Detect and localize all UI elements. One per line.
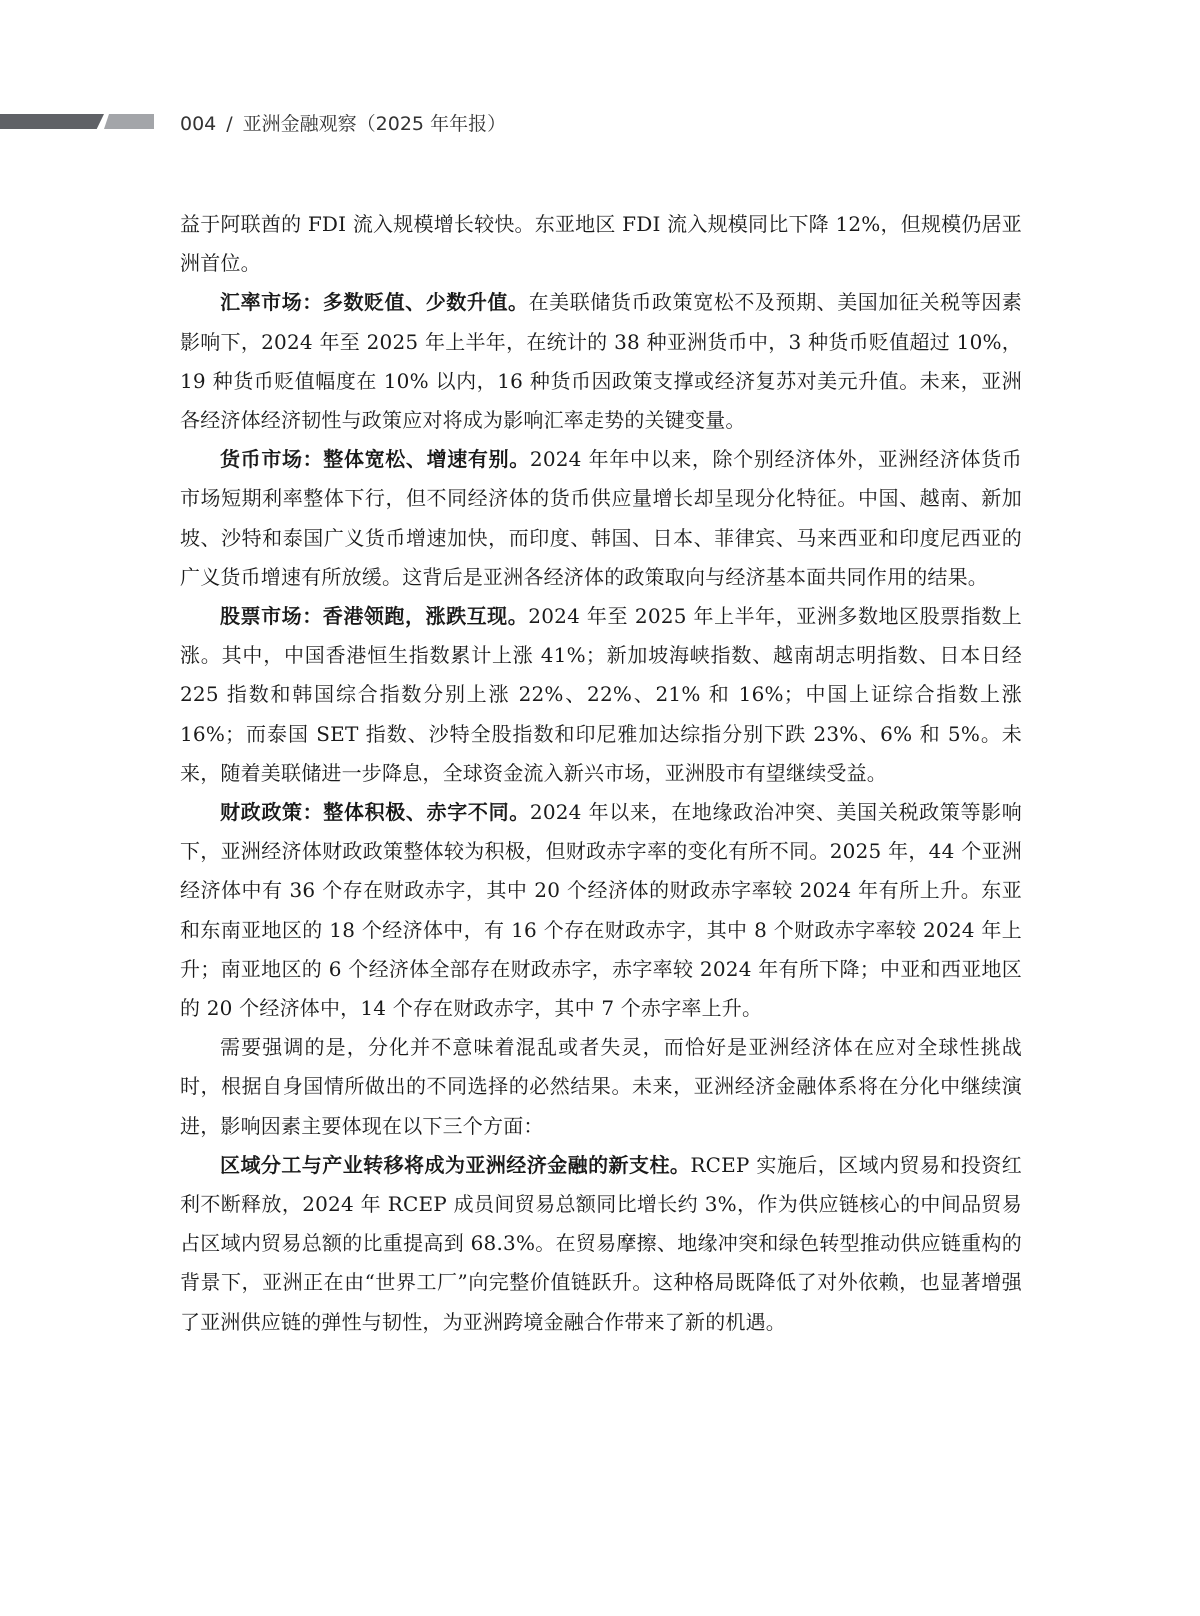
paragraph-2 — [180, 283, 1022, 440]
header-bar-dark — [0, 114, 104, 129]
body-text — [180, 205, 1022, 1342]
paragraph-lead: 区域分工与产业转移将成为亚洲经济金融的新支柱。 — [220, 1152, 691, 1177]
paragraph-text: RCEP 实施后，区域内贸易和投资红利不断释放，2024 年 RCEP 成员间贸易总额同比增长约 3%，作为供应链核心的中间品贸易占区域内贸易总额的比重提高到 68.3%。在贸易摩擦、地缘冲突和绿色转型推动供应链重构的背景下，亚洲正在由“世界工厂”向完整价值链跃升。这种格局既降低了对外依赖，也显著增强了亚洲供应链的弹性与韧性，为亚洲跨境金融合作带来了新的机遇。 — [180, 1152, 1022, 1334]
page-header — [0, 104, 1200, 144]
paragraph-text: 2024 年以来，在地缘政治冲突、美国关税政策等影响下，亚洲经济体财政政策整体较为积极，但财政赤字率的变化有所不同。2025 年，44 个亚洲经济体中有 36 个存在财政赤字，其中 20 个经济体的财政赤字率较 2024 年有所上升。东亚和东南亚地区的 18 个经济体中，有 16 个存在财政赤字，其中 8 个财政赤字率较 2024 年上升；南亚地区的 6 个经济体全部存在财政赤字，赤字率较 2024 年有所下降；中亚和西亚地区的 20 个经济体中，14 个存在财政赤字，其中 7 个赤字率上升。 — [180, 800, 1022, 1021]
paragraph-6 — [180, 1028, 1022, 1146]
paragraph-text: 需要强调的是，分化并不意味着混乱或者失灵，而恰好是亚洲经济体在应对全球性挑战时，根据自身国情所做出的不同选择的必然结果。未来，亚洲经济金融体系将在分化中继续演进，影响因素主要体现在以下三个方面： — [180, 1035, 1022, 1138]
page-number: 004 — [180, 113, 217, 135]
paragraph-7 — [180, 1146, 1022, 1342]
book-title: 亚洲金融观察（2025 年年报） — [242, 113, 507, 135]
paragraph-text: 2024 年至 2025 年上半年，亚洲多数地区股票指数上涨。其中，中国香港恒生指数累计上涨 41%；新加坡海峡指数、越南胡志明指数、日本日经 225 指数和韩国综合指数分别上涨 22%、22%、21% 和 16%；中国上证综合指数上涨 16%；而泰国 SET 指数、沙特全股指数和印尼雅加达综指分别下跌 23%、6% 和 5%。未来，随着美联储进一步降息，全球资金流入新兴市场，亚洲股市有望继续受益。 — [180, 604, 1023, 785]
running-head — [180, 104, 506, 144]
paragraph-4 — [180, 597, 1022, 793]
paragraph-text: 在美联储货币政策宽松不及预期、美国加征关税等因素影响下，2024 年至 2025 年上半年，在统计的 38 种亚洲货币中，3 种货币贬值超过 10%，19 种货币贬值幅度在 10% 以内，16 种货币因政策支撑或经济复苏对美元升值。未来，亚洲各经济体经济韧性与政策应对将成为影响汇率走势的关键变量。 — [180, 290, 1022, 433]
paragraph-lead: 股票市场：香港领跑，涨跌互现。 — [220, 604, 529, 629]
paragraph-text: 益于阿联酋的 FDI 流入规模增长较快。东亚地区 FDI 流入规模同比下降 12%，但规模仍居亚洲首位。 — [180, 212, 1022, 276]
paragraph-text: 2024 年年中以来，除个别经济体外，亚洲经济体货币市场短期利率整体下行，但不同经济体的货币供应量增长却呈现分化特征。中国、越南、新加坡、沙特和泰国广义货币增速加快，而印度、韩国、日本、菲律宾、马来西亚和印度尼西亚的广义货币增速有所放缓。这背后是亚洲各经济体的政策取向与经济基本面共同作用的结果。 — [180, 447, 1022, 589]
paragraph-lead: 货币市场：整体宽松、增速有别。 — [220, 447, 530, 472]
header-bar-light — [104, 114, 154, 129]
paragraph-3 — [180, 440, 1022, 597]
paragraph-lead: 财政政策：整体积极、赤字不同。 — [220, 800, 530, 825]
paragraph-1 — [180, 205, 1022, 283]
paragraph-lead: 汇率市场：多数贬值、少数升值。 — [220, 290, 529, 315]
header-separator: / — [226, 113, 233, 135]
paragraph-5 — [180, 793, 1022, 1028]
